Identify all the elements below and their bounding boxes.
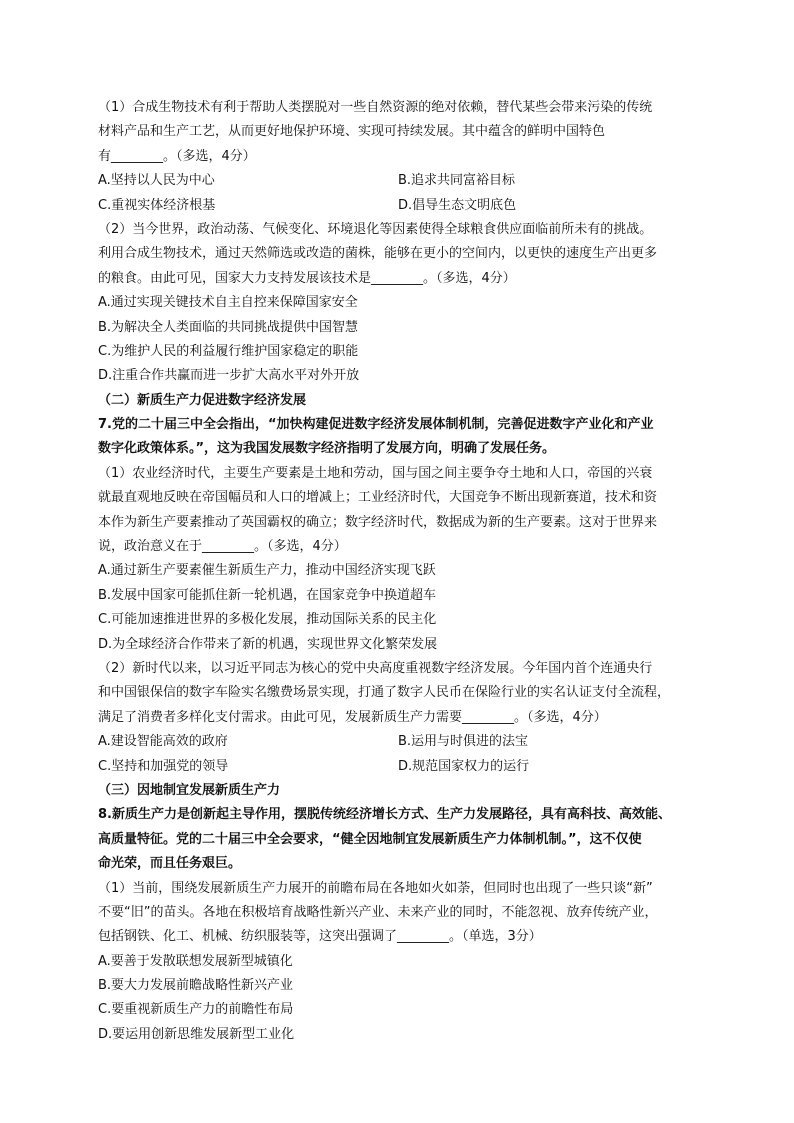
- q8-1-option-b: B.要大力发展前瞻战略性新兴产业: [98, 978, 294, 994]
- q7-1-option-c: C.可能加速推进世界的多极化发展，推动国际关系的民主化: [98, 612, 437, 628]
- q6-1-option-a: A.坚持以人民为中心: [98, 173, 215, 189]
- q7-1-line-2: 就最直观地反映在帝国幅员和人口的增减上；工业经济时代，大国竞争不断出现新赛道，技术和资: [98, 490, 658, 506]
- q6-1-option-b: B.追求共同富裕目标: [398, 173, 516, 189]
- q7-1-line-4: 说，政治意义在于________。（多选，4分）: [98, 539, 347, 555]
- q7-1-option-b: B.发展中国家可能抓住新一轮机遇，在国家竞争中换道超车: [98, 587, 437, 603]
- q8-stem-line-3: 命光荣，而且任务艰巨。: [98, 856, 242, 872]
- q6-2-line-2: 利用合成生物技术，通过天然筛选或改造的菌株，能够在更小的空间内，以更快的速度生产出更多: [98, 246, 658, 262]
- q6-2-option-c: C.为维护人民的利益履行维护国家稳定的职能: [98, 343, 359, 359]
- q6-1-line-1: （1）合成生物技术有利于帮助人类摆脱对一些自然资源的绝对依赖，替代某些会带来污染的传统: [98, 100, 653, 115]
- q8-1-option-d: D.要运用创新思维发展新型工业化: [98, 1026, 295, 1042]
- q6-1-line-3: 有________。（多选，4分）: [98, 148, 256, 164]
- q6-1-option-d: D.倡导生态文明底色: [398, 197, 517, 213]
- q8-1-line-1: （1）当前，围绕发展新质生产力展开的前瞻布局在各地如火如荼，但同时也出现了一些只谈“新”: [98, 880, 653, 896]
- q6-2-option-d: D.注重合作共赢而进一步扩大高水平对外开放: [98, 368, 360, 384]
- q8-1-line-2: 不要“旧”的苗头。各地在积极培育战略性新兴产业、未来产业的同时，不能忽视、放弃传统产业，: [98, 904, 658, 920]
- q6-1-option-c: C.重视实体经济根基: [98, 197, 216, 213]
- q7-2-line-1: （2）新时代以来，以习近平同志为核心的党中央高度重视数字经济发展。今年国内首个连通央行: [98, 660, 653, 676]
- q7-stem-line-1: 7.党的二十届三中全会指出，“加快构建促进数字经济发展体制机制，完善促进数字产业化和产业: [98, 417, 654, 433]
- q8-1-option-c: C.要重视新质生产力的前瞻性布局: [98, 1002, 294, 1018]
- q7-2-line-2: 和中国银保信的数字车险实名缴费场景实现，打通了数字人民币在保险行业的实名认证支付全流程，: [98, 685, 671, 701]
- q6-2-line-3: 的粮食。由此可见，国家大力支持发展该技术是________。（多选，4分）: [98, 270, 516, 286]
- q7-2-line-3: 满足了消费者多样化支付需求。由此可见，发展新质生产力需要________。（多选，4分）: [98, 709, 607, 725]
- q8-stem-line-1: 8.新质生产力是创新起主导作用，摆脱传统经济增长方式、生产力发展路径，具有高科技、高效能、: [98, 807, 671, 823]
- q8-1-line-3: 包括钢铁、化工、机械、纺织服装等，这突出强调了________。（单选，3分）: [98, 929, 542, 945]
- q6-2-option-b: B.为解决全人类面临的共同挑战提供中国智慧: [98, 319, 359, 335]
- q6-2-option-a: A.通过实现关键技术自主自控来保障国家安全: [98, 295, 358, 311]
- q7-2-options-row-2: [98, 755, 698, 779]
- q7-1-option-d: D.为全球经济合作带来了新的机遇，实现世界文化繁荣发展: [98, 636, 438, 652]
- q8-stem-line-2: 高质量特征。党的二十届三中全会要求，“健全因地制宜发展新质生产力体制机制。”，这不仅使: [98, 831, 642, 847]
- q7-1-line-3: 本作为新生产要素推动了英国霸权的确立；数字经济时代，数据成为新的生产要素。这对于世界来: [98, 514, 658, 530]
- q7-2-option-c: C.坚持和加强党的领导: [98, 758, 229, 774]
- q6-2-line-1: （2）当今世界，政治动荡、气候变化、环境退化等因素使得全球粮食供应面临前所未有的挑战。: [98, 221, 653, 237]
- q7-2-option-b: B.运用与时俱进的法宝: [398, 734, 529, 750]
- q7-2-options-row-1: [98, 730, 698, 754]
- q8-1-option-a: A.要善于发散联想发展新型城镇化: [98, 953, 293, 969]
- q7-1-option-a: A.通过新生产要素催生新质生产力，推动中国经济实现飞跃: [98, 563, 436, 579]
- q7-stem-line-2: 数字化政策体系。”，这为我国发展数字经济指明了发展方向，明确了发展任务。: [98, 441, 556, 457]
- q6-1-options-row-2: [98, 194, 698, 218]
- q7-2-option-a: A.建设智能高效的政府: [98, 734, 228, 750]
- section-heading-3: （三）因地制宜发展新质生产力: [98, 782, 281, 798]
- section-heading-2: （二）新质生产力促进数字经济发展: [98, 392, 307, 408]
- q6-1-line-2: 材料产品和生产工艺，从而更好地保护环境、实现可持续发展。其中蕴含的鲜明中国特色: [98, 124, 606, 140]
- document-page: [98, 96, 698, 1047]
- q7-1-line-1: （1）农业经济时代，主要生产要素是土地和劳动，国与国之间主要争夺土地和人口，帝国的兴衰: [98, 465, 653, 481]
- q6-1-options-row-1: [98, 169, 698, 193]
- q7-2-option-d: D.规范国家权力的运行: [398, 758, 530, 774]
